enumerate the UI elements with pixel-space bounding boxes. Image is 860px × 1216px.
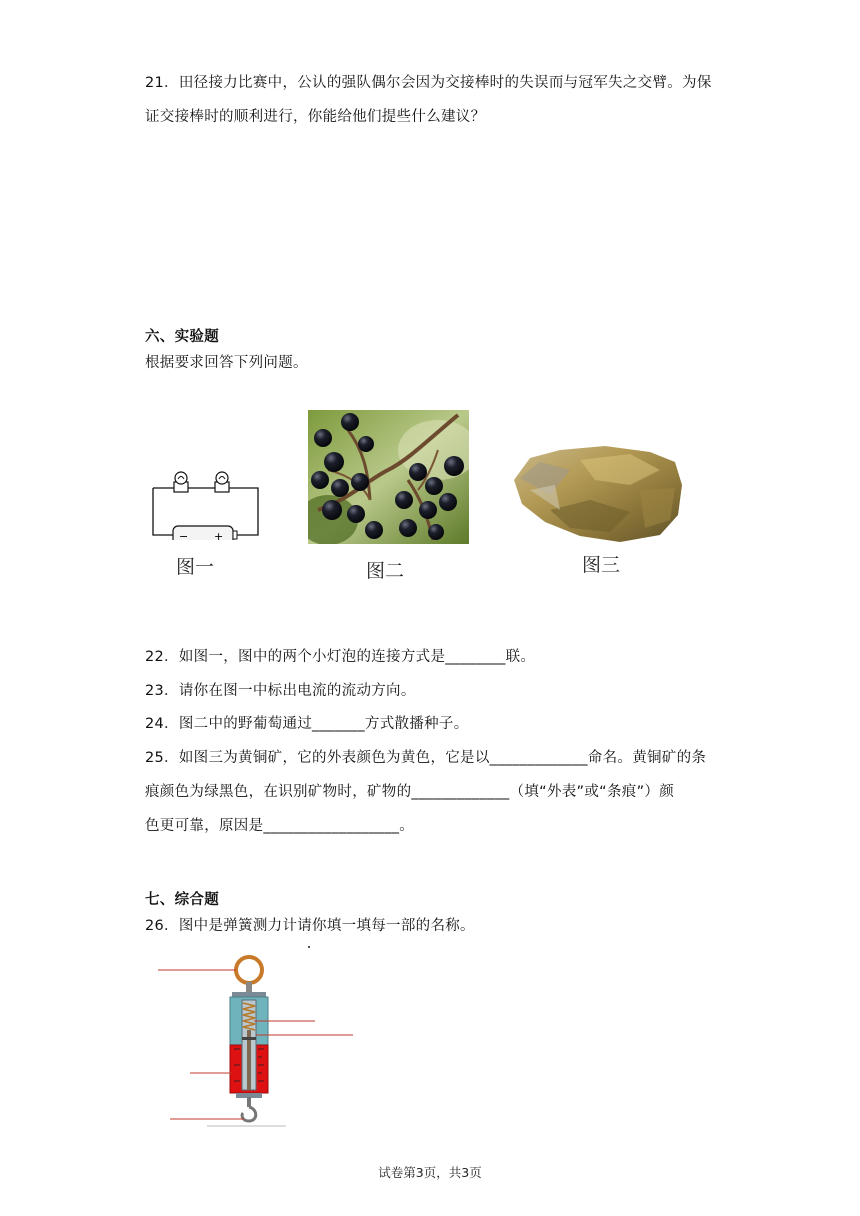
page-footer: 试卷第3页，共3页 [378, 1165, 482, 1180]
fig2-caption: 图二 [366, 560, 405, 582]
q24-text: 24．图二中的野葡萄通过_______方式散播种子。 [145, 716, 469, 732]
bulb-icon [174, 472, 188, 492]
q25-line3: 色更可靠，原因是__________________。 [145, 818, 415, 834]
q23-text: 23．请你在图一中标出电流的流动方向。 [145, 683, 416, 699]
battery-plus-label: + [214, 530, 224, 540]
section6-title: 六、实验题 [145, 329, 219, 345]
q25-line2: 痕颜色为绿黑色，在识别矿物时，矿物的_____________（填“外表”或“条痕”）颜 [145, 784, 674, 800]
q26-text: 26．图中是弹簧测力计请你填一填每一部的名称。 [145, 918, 475, 934]
q25-line1: 25．如图三为黄铜矿，它的外表颜色为黄色，它是以_____________命名。黄铜矿的条 [145, 750, 707, 766]
battery-minus-label: − [179, 530, 189, 540]
q21-line1: 21．田径接力比赛中，公认的强队偶尔会因为交接棒时的失误而与冠军失之交臂。为保 [145, 75, 712, 91]
battery-icon [173, 526, 237, 540]
section7-title: 七、综合题 [145, 892, 219, 908]
q22-text: 22．如图一，图中的两个小灯泡的连接方式是________联。 [145, 649, 536, 665]
bulb-icon [215, 472, 229, 492]
section6-instruction: 根据要求回答下列问题。 [145, 355, 308, 371]
circuit-figure [148, 470, 263, 540]
wild-grape-photo [308, 410, 469, 544]
fig1-caption: 图一 [176, 556, 215, 578]
fig3-caption: 图三 [582, 554, 621, 576]
spring-scale-figure [150, 945, 360, 1130]
chalcopyrite-photo [510, 440, 685, 545]
q21-line2: 证交接棒时的顺利进行，你能给他们提些什么建议？ [145, 109, 486, 125]
